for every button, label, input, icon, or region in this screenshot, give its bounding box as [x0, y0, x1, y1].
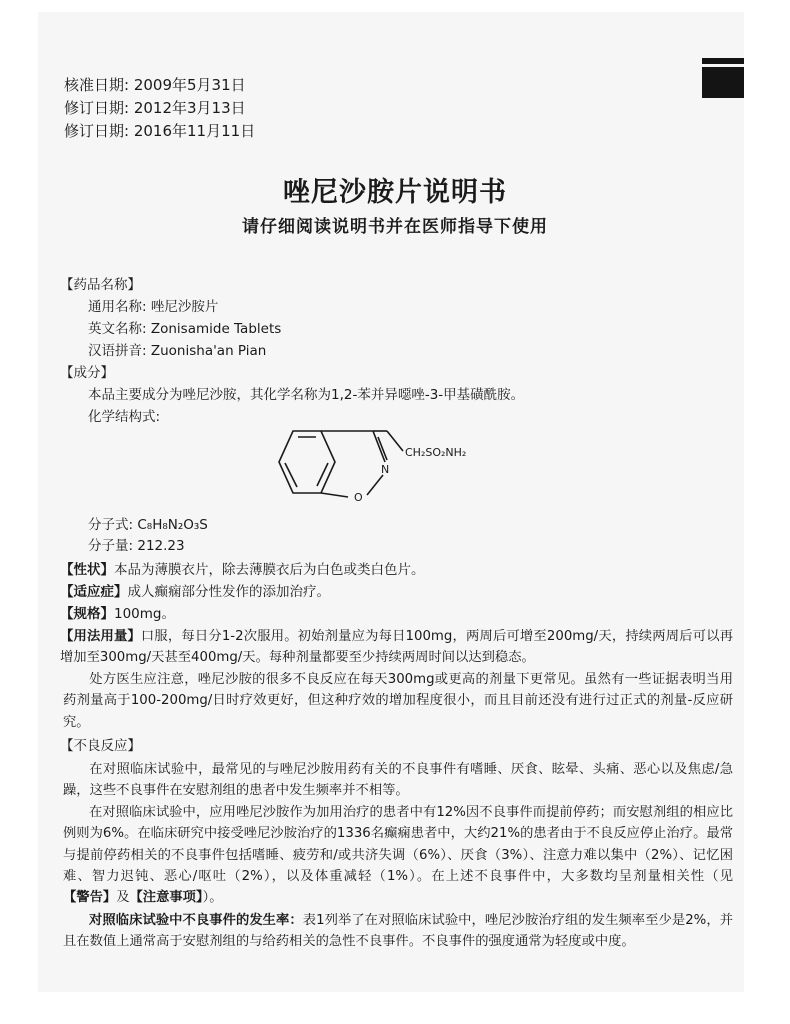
formula-block — [88, 515, 208, 557]
chemical-structure — [255, 423, 525, 513]
adverse-paragraph-1: 在对照临床试验中，最常见的与唑尼沙胺用药有关的不良事件有嗜睡、厌食、眩晕、头痛、恶心以及焦虑/急躁，这些不良事件在安慰剂组的患者中发生频率并不相等。 — [63, 762, 733, 799]
revision-date-1: 修订日期: 2012年3月13日 — [64, 99, 246, 117]
adverse-paragraph-3: 对照临床试验中不良事件的发生率：表1列举了在对照临床试验中，唑尼沙胺治疗组的发生频率至少是2%，并且在数值上通常高于安慰剂组的与给药相关的急性不良事件。不良事件的强度通常为轻度或中度。 — [63, 913, 734, 950]
english-name: 英文名称: Zonisamide Tablets — [88, 321, 282, 337]
side-chain-label: CH₂SO₂NH₂ — [405, 446, 467, 459]
page-edge-marker — [702, 58, 744, 98]
document-title: 唑尼沙胺片说明书 — [283, 177, 507, 208]
spec-section: 【规格】100mg。 — [60, 606, 175, 622]
dosage-section: 【用法用量】口服，每日分1-2次服用。初始剂量应为每日100mg，两周后可增至200mg/天，持续两周后可以再增加至300mg/天甚至400mg/天。每种剂量都要至少持续两周时间以达到稳态。 — [60, 629, 734, 666]
benzene-ring — [279, 431, 335, 493]
adverse-header: 【不良反应】 — [60, 738, 141, 754]
document-subtitle: 请仔细阅读说明书并在医师指导下使用 — [242, 217, 548, 237]
drug-name-header: 【药品名称】 — [60, 277, 141, 293]
zonisamide-structure-diagram — [255, 423, 525, 513]
revision-date-2: 修订日期: 2016年11月11日 — [64, 122, 256, 140]
date-block — [64, 74, 255, 143]
pinyin-name: 汉语拼音: Zuonisha'an Pian — [88, 343, 267, 359]
molecular-weight: 分子量: 212.23 — [88, 538, 185, 554]
composition-header: 【成分】 — [60, 365, 114, 381]
approval-date: 核准日期: 2009年5月31日 — [64, 76, 246, 94]
composition-text: 本品主要成分为唑尼沙胺，其化学名称为1,2-苯并异噁唑-3-甲基磺酰胺。 — [88, 387, 525, 403]
dosage-note: 处方医生应注意，唑尼沙胺的很多不良反应在每天300mg或更高的剂量下更常见。虽然有一些证据表明当用药剂量高于100-200mg/日时疗效更好，但这种疗效的增加程度很小，而且目前还没有进行过正式的剂量-反应研究。 — [63, 672, 733, 730]
appearance-section: 【性状】本品为薄膜衣片，除去薄膜衣后为白色或类白色片。 — [60, 562, 425, 578]
structure-label: 化学结构式: — [88, 409, 161, 425]
indication-section: 【适应症】成人癫痫部分性发作的添加治疗。 — [60, 584, 330, 600]
molecular-formula: 分子式: C₈H₈N₂O₃S — [88, 517, 208, 533]
generic-name: 通用名称: 唑尼沙胺片 — [88, 299, 219, 315]
ring-nitrogen-label: N — [381, 463, 390, 476]
ring-oxygen-label: O — [354, 491, 363, 504]
adverse-paragraph-2: 在对照临床试验中，应用唑尼沙胺作为加用治疗的患者中有12%因不良事件而提前停药；而安慰剂组的相应比例则为6%。在临床研究中接受唑尼沙胺治疗的1336名癫痫患者中，大约21%的患者由于不良反应停止治疗。最常与提前停药相关的不良事件包括嗜睡、疲劳和/或共济失调（6%）、厌食（3%）、注意力难以集中（2%）、记忆困难、智力迟钝、恶心/呕吐（2%），以及体重减轻（1%）。在上述不良事件中，大多数均呈剂量相关性（见【警告】及【注意事项】）。 — [63, 805, 733, 906]
